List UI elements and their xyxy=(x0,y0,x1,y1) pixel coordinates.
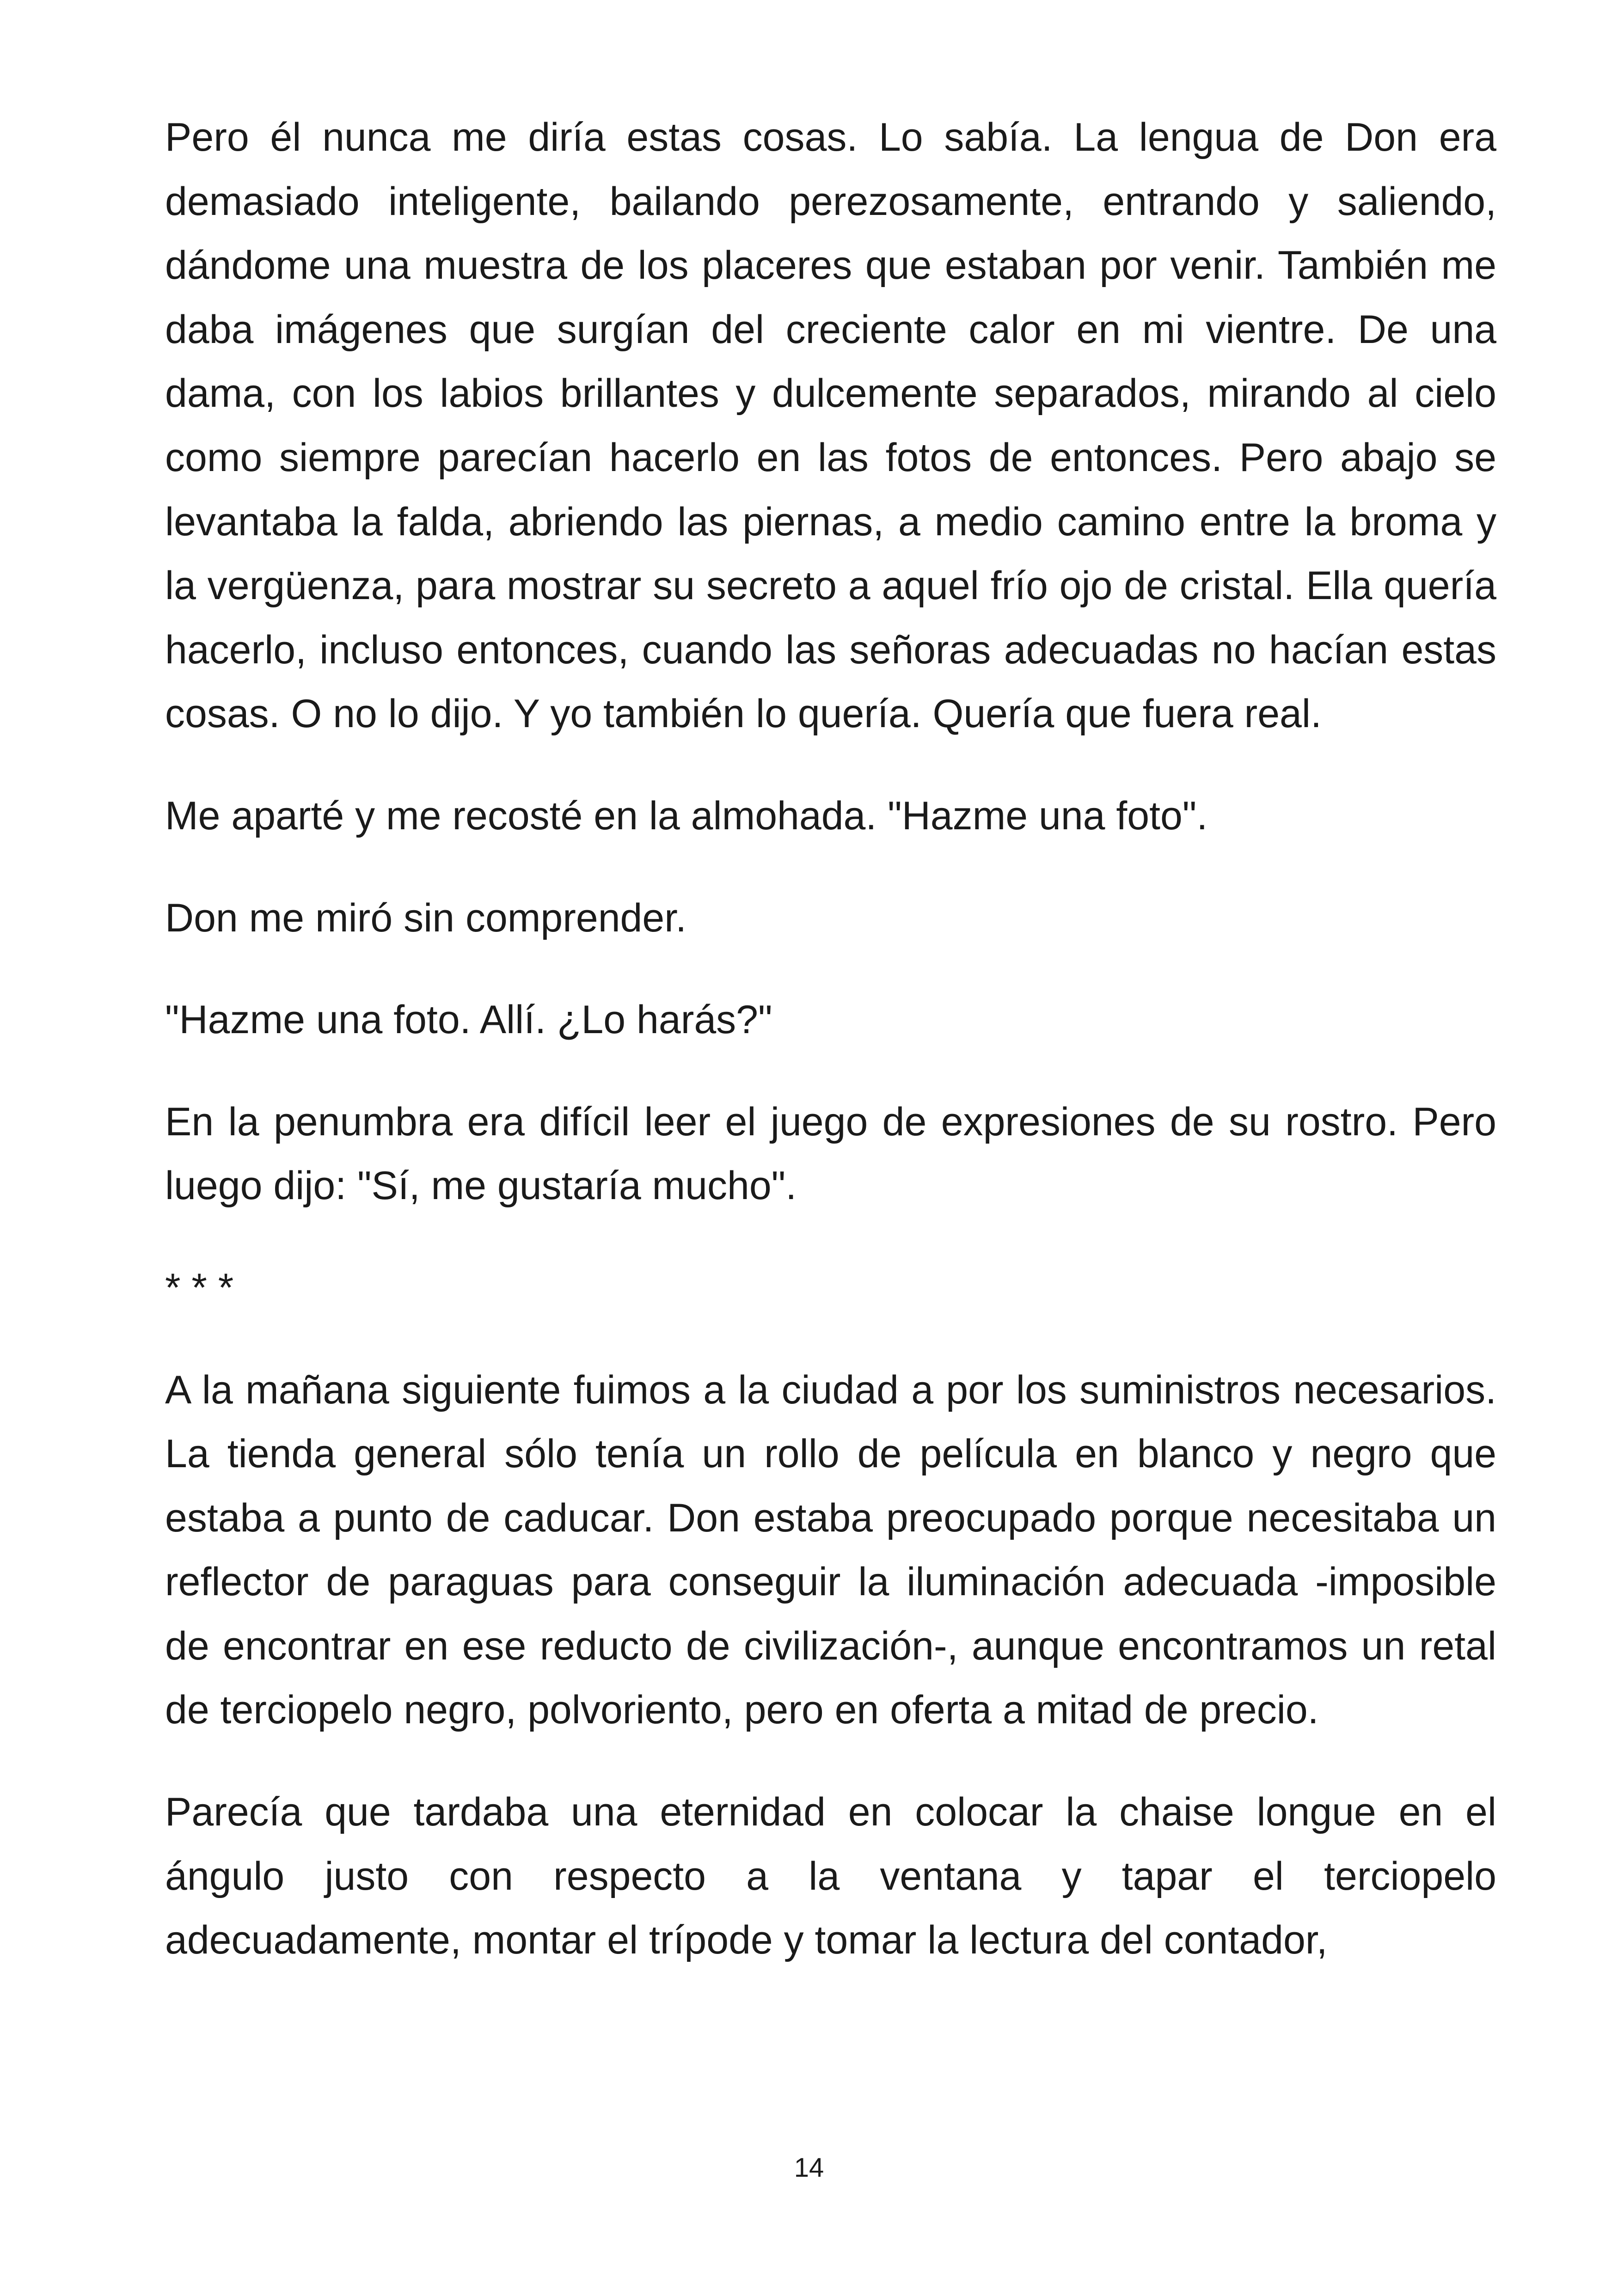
paragraph-7: Parecía que tardaba una eternidad en colocar la chaise longue en el ángulo justo con respecto a la ventana y tapar el terciopelo adecuadamente, montar el trípode y tomar la lectura del contador, xyxy=(165,1790,1496,1963)
section-break: * * * xyxy=(165,1265,234,1310)
paragraph-3: Don me miró sin comprender. xyxy=(165,895,686,940)
paragraph-4: "Hazme una foto. Allí. ¿Lo harás?" xyxy=(165,998,772,1042)
paragraph-1: Pero él nunca me diría estas cosas. Lo sabía. La lengua de Don era demasiado inteligente, bailando perezosamente, entrando y saliendo, dándome una muestra de los placeres que estaban por venir. También me daba imágenes que surgían del creciente calor en mi vientre. De una dama, con los labios brillantes y dulcemente separados, mirando al cielo como siempre parecían hacerlo en las fotos de entonces. Pero abajo se levantaba la falda, abriendo las piernas, a medio camino entre la broma y la vergüenza, para mostrar su secreto a aquel frío ojo de cristal. Ella quería hacerlo, incluso entonces, cuando las señoras adecuadas no hacían estas cosas. O no lo dijo. Y yo también lo quería. Quería que fuera real. xyxy=(165,115,1496,736)
paragraph-5: En la penumbra era difícil leer el juego de expresiones de su rostro. Pero luego dijo: "Sí, me gustaría mucho". xyxy=(165,1099,1496,1208)
paragraph-2: Me aparté y me recosté en la almohada. "Hazme una foto". xyxy=(165,793,1208,838)
body-text xyxy=(165,105,1496,1972)
paragraph-6: A la mañana siguiente fuimos a la ciudad a por los suministros necesarios. La tienda general sólo tenía un rollo de película en blanco y negro que estaba a punto de caducar. Don estaba preocupado porque necesitaba un reflector de paraguas para conseguir la iluminación adecuada -imposible de encontrar en ese reducto de civilización-, aunque encontramos un retal de terciopelo negro, polvoriento, pero en oferta a mitad de precio. xyxy=(165,1367,1496,1733)
page-number: 14 xyxy=(794,2153,824,2183)
